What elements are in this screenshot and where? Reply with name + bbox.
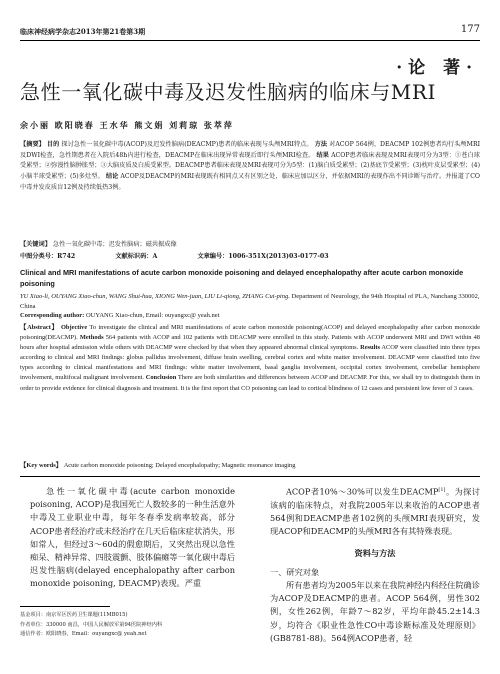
keywords-label: 【关键词】 — [20, 241, 51, 248]
corresponding-author — [20, 312, 219, 319]
running-header — [20, 24, 480, 40]
intro-paragraph-cont — [270, 484, 480, 539]
citation-ref: [1] — [438, 487, 446, 493]
en-keywords-label: 【Key words】 — [20, 462, 63, 469]
intro-cont-text-2: 。为探讨该病的临床特点，对我院2005年以来收治的ACOP患者564例和DEACMP患者102例的头颅MRI表现研究，发现ACOP和DEACMP的头颅MRI各有其特殊表现。 — [270, 486, 480, 537]
english-keywords — [20, 460, 295, 469]
abstract-separator — [20, 476, 480, 477]
classification-line — [20, 251, 367, 260]
en-objective-text: To investigate the clinical and MRI manifestations of acute carbon monoxide poisoning(ACOP) and delayed encephalopathy after carbon monoxide poisoning(DEACMP). — [20, 324, 481, 342]
english-author-names: YU Xiao-li, OUYANG Xiao-chun, WANG Shui-hua, XIONG Wen-juan, LIU Li-qiong, ZHANG Cui-ping. — [20, 293, 290, 300]
chinese-keywords — [20, 239, 177, 248]
en-methods-text: 564 patients with ACOP and 102 patients with DEACMP were enrolled in this study. Patients with ACOP underwent MRI and DWI within 48 hours after hospital admission while others with DEACMP were checked by that when they appeared abnormal clinical symptoms. — [20, 334, 480, 352]
subsection-heading: 一、研究对象 — [270, 566, 320, 577]
header-rule — [20, 40, 480, 41]
methods-label: 方法 — [314, 141, 328, 148]
english-title: Clinical and MRI manifestations of acute carbon monoxide poisoning and delayed encephalopathy after acute carbon monoxide poisoning — [20, 268, 464, 288]
en-conclusion-text: There are both similarities and differences between ACOP and DEACMP. For this, we shall try to distinguish them in order to provide evidence for clinical diagnosis and treatment. It is the first report that CO poisoning can lead to cortical blindness of 12 cases and persistent low fever of 3 cases. — [20, 374, 481, 392]
corresponding-label: Corresponding author: — [20, 312, 85, 319]
english-affiliation: Department of Neurology, the 94th Hospital of PLA, Nanchang 330002, China — [20, 293, 480, 310]
body-right-column — [270, 484, 480, 645]
conclusion-label: 结论 — [105, 173, 119, 181]
objective-text: 探讨急性一氧化碳中毒(ACOP)及迟发性脑病(DEACMP)患者的临床表现与头颅MRI特点。 — [61, 141, 313, 148]
keywords-text: 急性一氧化碳中毒；迟发性脑病；磁共振成像 — [52, 241, 177, 248]
abstract-label: 【摘要】 — [20, 141, 45, 148]
subjects-paragraph: 所有患者均为2005年以来在我院神经内科经住院确诊为ACOP及DEACMP的患者。ACOP 564例，男性302例，女性262例，年龄7～82岁，平均年龄45.2±14.3岁，均符合《职业性急性CO中毒诊断标准及处理原则》(GB8781-88)。564例ACOP患者，轻 — [270, 579, 480, 643]
en-keywords-text: Acute carbon monoxide poisoning; Delayed encephalopathy; Magnetic resonance imaging — [63, 462, 296, 469]
corresponding-text: OUYANG Xiao-chun, Email: ouyangxc@ yeah.net — [85, 312, 220, 319]
footnote-rule — [20, 606, 110, 607]
column-tag: ·论 著· — [396, 58, 478, 78]
footnotes — [20, 611, 235, 640]
en-abstract-label: 【Abstract】 — [20, 324, 59, 331]
intro-paragraph: 急性一氧化碳中毒(acute carbon monoxide poisoning, ACOP)是我国死亡人数较多的一种生活意外中毒及工业职业中毒，每年冬春季发病率较高，部分ACOP患者经治疗或未经治疗在几天后临床症状消失，形如常人，但经过3～60d的假愈期后，又突然出现以急性痴呆、精神异常、四肢震颤、肢体偏瘫等一氧化碳中毒后迟发性脑病(delayed encephalopathy after carbon monoxide poisoning, DEACMP)表现。严重 — [30, 486, 235, 589]
document-code: 文献标识码：A — [115, 253, 158, 260]
page-number: 177 — [460, 24, 480, 35]
footnote-unit: 作者单位：330000 南昌，中国人民解放军第94医院神经内科 — [20, 621, 163, 628]
journal-name: 临床神经病学杂志2013年第21卷第3期 — [20, 27, 146, 36]
footnote-fund: 基金项目：南京军区医药卫生课题(11MB015) — [20, 612, 128, 618]
en-results-text: ACOP were classified into three types according to clinical and MRI findings: globus pallidus involvement, diffuse brain swelling, cerebral cortex and white matter involvement. DEACMP were classified into five types according to clinical manifestations and MRI findings: white matter involvement, basal ganglia involvement, occipital cortex involvement, cerebellar hemisphere involvement, multifocal malignant involvement. — [20, 344, 480, 382]
methods-text: 对ACOP 564例、DEACMP 102例患者均行头颅MRI及DWI检查，急性期患者在入院后48h内进行检查，DEACMP在临床出现异常表现后即行头颅MRI检查。 — [20, 141, 481, 159]
results-label: 结果 — [316, 151, 330, 159]
english-abstract — [20, 323, 480, 394]
english-authors — [20, 292, 480, 312]
en-objective-label: Objective — [60, 324, 88, 331]
intro-cont-text: ACOP者10%～30%可以发生DEACMP — [286, 486, 439, 497]
chinese-abstract — [20, 140, 480, 194]
article-number: 文章编号：1006-351X(2013)03-0177-03 — [197, 253, 329, 260]
section-heading: 资料与方法 — [354, 547, 396, 558]
en-methods-label: Methods — [79, 334, 104, 342]
objective-label: 目的 — [46, 141, 60, 148]
article-title: 急性一氧化碳中毒及迟发性脑病的临床与MRI — [20, 80, 437, 104]
conclusion-text: ACOP及DEACMP的MRI表现既有相同点又有区别之处，临床应加以区分，并依据MRI的表现作出不同诊断与治疗。并报道了CO中毒并发皮质盲12例及持续低热3例。 — [20, 173, 481, 191]
en-results-label: Results — [360, 344, 380, 352]
author-list: 余小丽 欧阳晓春 王水华 熊文娟 刘莉琼 张萃萍 — [20, 120, 234, 130]
clc-number: 中图分类号：R742 — [20, 253, 76, 260]
results-text: ACOP患者临床表现及MRI表现可分为3型：①苍白球受累型；②弥漫性脑肿胀型；③大脑皮质及白质受累型。DEACMP患者临床表现及MRI表现可分为5型：(1)脑白质受累型；(2)基底节受累型；(3)枕叶皮层受累型；(4)小脑半球受累型；(5)多灶型。 — [20, 151, 480, 181]
footnote-corr: 通信作者：欧阳晓春，Email：ouyangxc@ yeah.net — [20, 631, 147, 638]
body-left-column — [30, 485, 235, 591]
en-conclusion-label: Conclusion — [145, 374, 177, 382]
